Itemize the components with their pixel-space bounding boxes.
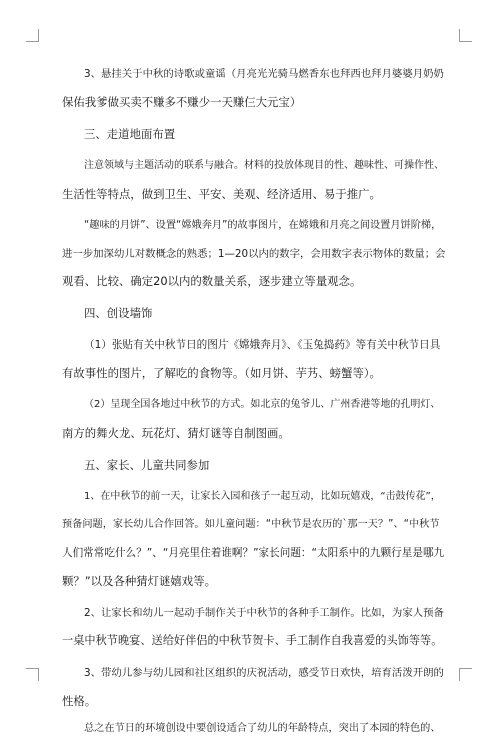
crop-mark-top-right [459, 29, 472, 42]
paragraph-line: “趣味的月饼”、设置“嫦娥奔月”的故事图片，在嫦娥和月亮之间设置月饼阶梯， [84, 220, 442, 231]
paragraph-line: 颗？”以及各种猜灯谜嬉戏等。 [62, 574, 216, 588]
paragraph-line: （2）呈现全国各地过中秋节的方式。如北京的兔爷儿、广州香港等地的孔明灯、 [84, 399, 441, 410]
section-heading: 四、创设墙饰 [84, 306, 153, 320]
paragraph-line: 3、带幼儿参与幼儿园和社区组织的庆祝活动，感受节日欢快，培育活泼开朗的 [84, 667, 444, 679]
crop-mark-top-left [26, 29, 39, 42]
paragraph-line: 2、让家长和幼儿一起动手制作关于中秋节的各种手工制作。比如，为家人预备 [84, 607, 444, 619]
paragraph-line: 性格。 [62, 694, 97, 708]
paragraph-line: 有故事性的图片，了解吃的食物等。（如月饼、芋艿、螃蟹等）。 [62, 366, 381, 380]
paragraph-line: 1、在中秋节的前一天，让家长入园和孩子一起互动，比如玩嬉戏，“击鼓传花”， [84, 491, 441, 502]
section-heading: 三、走道地面布置 [84, 127, 176, 141]
paragraph-line: （1）张贴有关中秋节日的图片《嫦娥奔月》、《玉兔捣药》等有关中秋节日具 [84, 339, 441, 351]
paragraph-line: 注意领域与主题活动的联系与融合。材料的投放体现目的性、趣味性、可操作性、 [84, 160, 444, 171]
section-heading: 五、家长、儿童共同参加 [84, 458, 210, 472]
paragraph-line: 观看、比较、确定20以内的数量关系，逐步建立等量观念。 [62, 274, 362, 288]
paragraph-line: 保佑我爹做买卖不赚多不赚少一天赚仨大元宝） [62, 95, 302, 109]
paragraph-line: 3、悬挂关于中秋的诗歌或童谣（月亮光光骑马燃香东也拜西也拜月婆婆月奶奶 [84, 68, 444, 80]
paragraph-line: 南方的舞火龙、玩花灯、猜灯谜等自制图画。 [62, 426, 290, 440]
paragraph-line: 生活性等特点，做到卫生、平安、美观、经济适用、易于推广。 [62, 187, 381, 201]
crop-mark-bottom-right [459, 668, 472, 681]
paragraph-line: 进一步加深幼儿对数概念的熟悉；1—20以内的数字，会用数字表示物体的数量；会 [62, 248, 446, 260]
paragraph-line: 总之在节日的环境创设中要创设适合了幼儿的年龄特点，突出了本园的特色的、 [84, 723, 441, 734]
paragraph-line: 一桌中秋节晚宴、送给好伴侣的中秋节贺卡、手工制作自我喜爱的头饰等等。 [62, 634, 443, 647]
paragraph-line: 人们常常吃什么？”、“月亮里住着谁啊？”家长问题：“太阳系中的九颗行星是哪九 [62, 547, 445, 559]
paragraph-line: 预备问题，家长幼儿合作回答。如儿童问题：“中秋节是农历的`那一天？”、“中秋节 [62, 519, 440, 530]
crop-mark-bottom-left [26, 668, 39, 681]
